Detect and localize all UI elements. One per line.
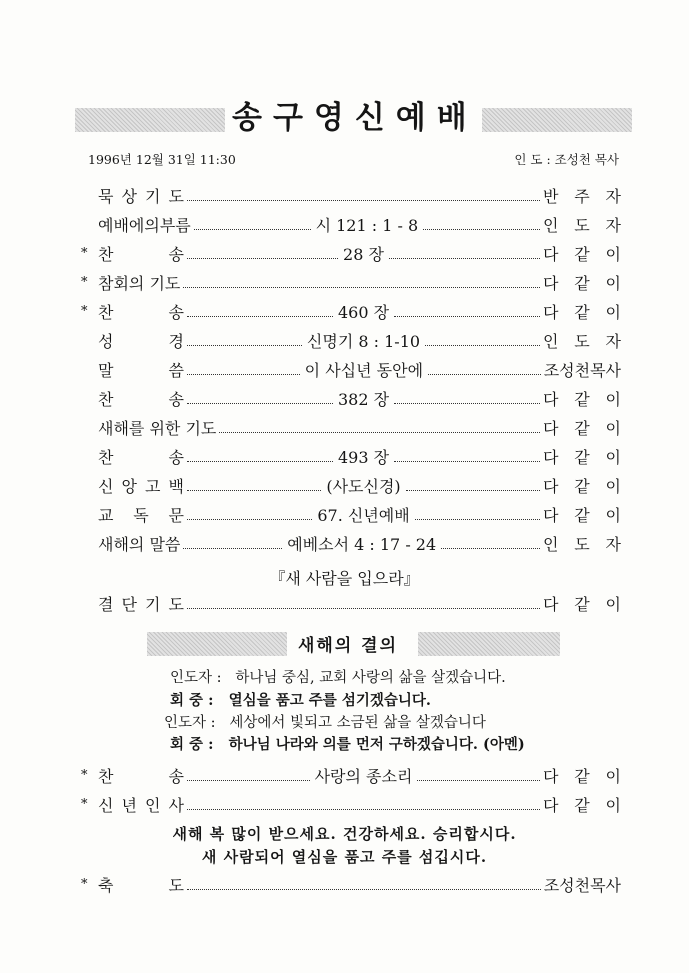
- dot-leader: [187, 316, 333, 317]
- item-responsible: 반 주 자: [543, 186, 621, 206]
- service-item: [81, 443, 621, 469]
- service-item: [81, 414, 621, 440]
- required-mark: *: [81, 245, 88, 261]
- dot-leader: [428, 374, 541, 375]
- item-label: 찬 송: [98, 766, 184, 786]
- dot-leader: [187, 780, 310, 781]
- item-detail: 예베소서 4 : 17 - 24: [287, 534, 437, 554]
- resolution-line: [170, 666, 506, 687]
- resolution-heading: 새해의 결의: [298, 636, 399, 656]
- service-item: [81, 590, 621, 616]
- dot-leader: [194, 229, 311, 230]
- item-detail: 신명기 8 : 1-10: [306, 331, 421, 351]
- dot-leader: [389, 258, 540, 259]
- item-label: 새해의 말씀: [98, 534, 181, 554]
- required-mark: *: [81, 274, 88, 290]
- item-responsible: 다 같 이: [543, 505, 622, 525]
- dot-leader: [441, 548, 540, 549]
- item-detail: 시 121 : 1 - 8: [315, 215, 419, 235]
- service-item: [81, 762, 621, 788]
- dot-leader: [187, 200, 540, 201]
- dot-leader: [183, 548, 282, 549]
- dot-leader: [425, 345, 540, 346]
- dot-leader: [187, 258, 338, 259]
- dot-leader: [187, 345, 302, 346]
- resolution-text: 세상에서 빛되고 소금된 삶을 살겠습니다: [229, 715, 486, 731]
- service-item: [81, 472, 621, 498]
- item-responsible: 다 같 이: [543, 447, 621, 467]
- item-label: 새해를 위한 기도: [98, 418, 217, 438]
- item-responsible: 다 같 이: [543, 273, 621, 293]
- dot-leader: [187, 809, 540, 810]
- greeting-line: 새 사람되어 열심을 품고 주를 섬깁시다.: [201, 848, 488, 866]
- service-item: [81, 240, 621, 266]
- resolution-speaker: 인도자 :: [170, 670, 222, 686]
- dot-leader: [394, 316, 540, 317]
- dot-leader: [187, 461, 333, 462]
- dot-leader: [423, 229, 540, 230]
- resolution-text: 하나님 나라와 의를 먼저 구하겠습니다. (아멘): [228, 736, 525, 753]
- resolution-text: 하나님 중심, 교회 사랑의 삶을 살겠습니다.: [235, 670, 506, 686]
- resolution-line: [164, 711, 486, 732]
- resolution-speaker: 회 중 :: [170, 692, 214, 709]
- required-mark: *: [81, 796, 88, 812]
- item-responsible: 조성천목사: [543, 875, 621, 895]
- page-title: 송구영신예배: [232, 100, 478, 136]
- item-detail: (사도신경): [326, 476, 401, 496]
- item-responsible: 인 도 자: [543, 534, 622, 554]
- service-item: [81, 871, 621, 897]
- item-detail: 67. 신년예배: [317, 505, 410, 525]
- dot-leader: [187, 889, 541, 890]
- item-responsible: 다 같 이: [543, 795, 621, 815]
- resolution-text: 열심을 품고 주를 섬기겠습니다.: [228, 692, 431, 709]
- service-item: [81, 327, 621, 353]
- dot-leader: [219, 432, 540, 433]
- required-mark: *: [81, 876, 88, 892]
- title-bar-right: [482, 108, 632, 132]
- item-responsible: 다 같 이: [543, 244, 621, 264]
- item-label: 결 단 기 도: [98, 594, 184, 614]
- item-label: 말 씀: [98, 360, 184, 380]
- item-detail: 493 장: [337, 447, 390, 467]
- item-responsible: 다 같 이: [543, 389, 621, 409]
- resolution-bar-right: [418, 632, 560, 656]
- item-label: 신 앙 고 백: [98, 476, 184, 496]
- item-label: 예배에의부름: [98, 215, 191, 235]
- item-label: 찬 송: [98, 389, 184, 409]
- dot-leader: [183, 287, 540, 288]
- service-item: [81, 791, 621, 817]
- service-item: [81, 385, 621, 411]
- service-item: [81, 356, 621, 382]
- item-responsible: 다 같 이: [543, 476, 621, 496]
- service-item: [81, 182, 621, 208]
- dot-leader: [187, 490, 321, 491]
- required-mark: *: [81, 303, 88, 319]
- service-item: [81, 269, 621, 295]
- item-label: 교 독 문: [98, 505, 184, 525]
- resolution-bar-left: [147, 632, 287, 656]
- dot-leader: [187, 608, 540, 609]
- required-mark: *: [81, 767, 88, 783]
- sermon-title: 『새 사람을 입으라』: [269, 569, 420, 588]
- item-detail: 382 장: [337, 389, 390, 409]
- item-responsible: 다 같 이: [543, 302, 621, 322]
- item-label: 신 년 인 사: [98, 795, 184, 815]
- dot-leader: [187, 403, 333, 404]
- service-item: [81, 530, 621, 556]
- service-leader: 인 도 : 조성천 목사: [514, 152, 619, 167]
- resolution-speaker: 회 중 :: [170, 736, 214, 753]
- service-item: [81, 298, 621, 324]
- service-item: [81, 501, 621, 527]
- title-bar-left: [75, 108, 225, 132]
- service-item: [81, 211, 621, 237]
- dot-leader: [406, 490, 540, 491]
- resolution-line: [170, 733, 525, 754]
- item-detail: 460 장: [337, 302, 390, 322]
- item-label: 찬 송: [98, 447, 184, 467]
- resolution-speaker: 인도자 :: [164, 715, 216, 731]
- dot-leader: [187, 374, 300, 375]
- item-responsible: 조성천목사: [543, 360, 621, 380]
- item-detail: 28 장: [343, 244, 384, 264]
- dot-leader: [187, 519, 312, 520]
- item-label: 묵 상 기 도: [98, 186, 184, 206]
- item-responsible: 인 도 자: [543, 331, 621, 351]
- dot-leader: [415, 519, 540, 520]
- greeting-line: 새해 복 많이 받으세요. 건강하세요. 승리합시다.: [172, 825, 517, 843]
- item-label: 성 경: [98, 331, 184, 351]
- item-label: 참회의 기도: [98, 273, 181, 293]
- item-responsible: 인 도 자: [543, 215, 621, 235]
- item-detail: 이 사십년 동안에: [304, 360, 424, 380]
- item-responsible: 다 같 이: [543, 418, 621, 438]
- item-label: 찬 송: [98, 244, 184, 264]
- item-responsible: 다 같 이: [543, 594, 621, 614]
- dot-leader: [394, 403, 540, 404]
- dot-leader: [394, 461, 540, 462]
- item-responsible: 다 같 이: [543, 766, 622, 786]
- item-label: 찬 송: [98, 302, 184, 322]
- item-label: 축 도: [98, 875, 184, 895]
- item-detail: 사랑의 종소리: [314, 766, 413, 786]
- resolution-line: [170, 689, 431, 710]
- dot-leader: [417, 780, 540, 781]
- service-date: 1996년 12월 31일 11:30: [88, 152, 236, 167]
